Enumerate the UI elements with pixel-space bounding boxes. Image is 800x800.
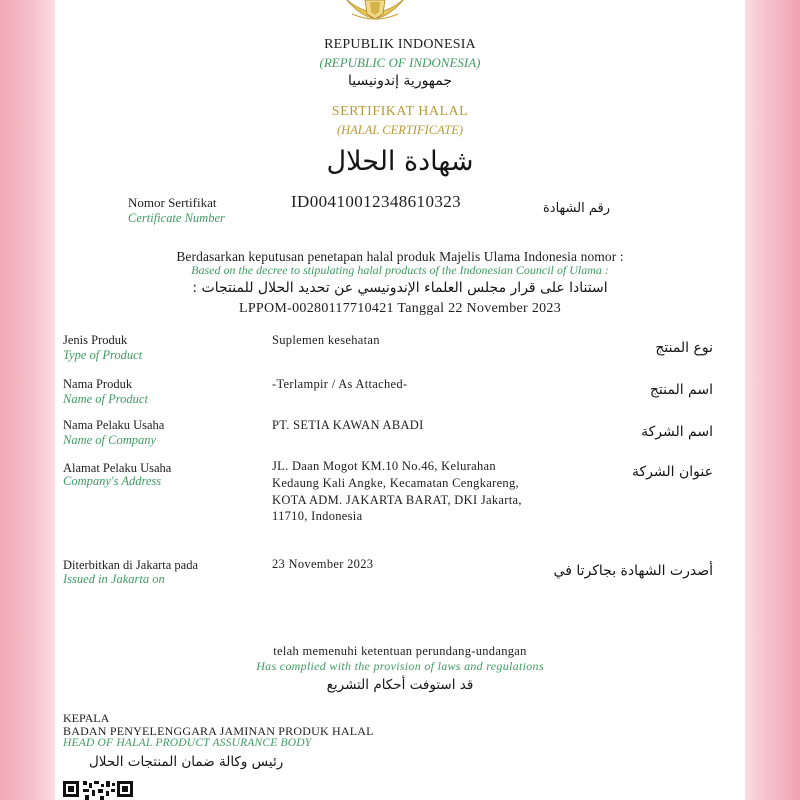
compliance-text: telah memenuhi ketentuan perundang-undangan (273, 644, 527, 658)
issued-date-label-en: Issued in Jakarta on (63, 572, 165, 586)
company-address-line-2: Kedaung Kali Angke, Kecamatan Cengkareng, (272, 476, 519, 490)
certificate-number-label-ar: رقم الشهادة (543, 201, 610, 216)
issued-date-label: Diterbitkan di Jakarta pada (63, 558, 199, 572)
decree-text: Berdasarkan keputusan penetapan halal produk Majelis Ulama Indonesia nomor : (176, 249, 624, 264)
certificate-number-value: ID00410012348610323 (291, 192, 462, 211)
company-name-value: PT. SETIA KAWAN ABADI (272, 418, 424, 432)
compliance-text-en: Has complied with the provision of laws and regulations (256, 659, 544, 673)
certificate-sheet (55, 0, 745, 800)
signatory-body: BADAN PENYELENGGARA JAMINAN PRODUK HALAL (63, 724, 374, 738)
decree-text-en: Based on the decree to stipulating halal products of the Indonesian Council of Ulama : (191, 263, 609, 277)
name-of-product-label-en: Name of Product (63, 392, 148, 406)
company-address-label-en: Company's Address (63, 474, 162, 488)
issued-date-value: 23 November 2023 (272, 557, 374, 571)
name-of-product-label-ar: اسم المنتج (649, 382, 713, 398)
garuda-emblem-icon (340, 0, 410, 22)
certificate-title-ar: شهادة الحلال (326, 146, 474, 177)
company-address-label: Alamat Pelaku Usaha (63, 461, 172, 475)
decree-text-ar: استنادا على قرار مجلس العلماء الإندونيسي عن تحديد الحلال للمنتجات : (192, 280, 608, 296)
country-name-en: (REPUBLIC OF INDONESIA) (319, 55, 481, 70)
company-address-label-ar: عنوان الشركة (632, 464, 713, 480)
type-of-product-label-en: Type of Product (63, 348, 143, 362)
type-of-product-label: Jenis Produk (63, 333, 128, 347)
signatory-body-en: HEAD OF HALAL PRODUCT ASSURANCE BODY (63, 737, 312, 749)
signatory-body-ar: رئيس وكالة ضمان المنتجات الحلال (89, 754, 284, 770)
certificate-number-label-en: Certificate Number (128, 211, 225, 225)
company-address-line-3: KOTA ADM. JAKARTA BARAT, DKI Jakarta, (272, 493, 522, 507)
certificate-title: SERTIFIKAT HALAL (331, 104, 469, 119)
company-name-label-en: Name of Company (63, 433, 157, 447)
decree-reference: LPPOM-00280117710421 Tanggal 22 November 2023 (238, 301, 562, 316)
name-of-product-label: Nama Produk (63, 377, 133, 391)
issued-date-label-ar: أصدرت الشهادة بجاكرتا في (553, 563, 713, 579)
company-name-label-ar: اسم الشركة (641, 424, 713, 440)
certificate-title-en: (HALAL CERTIFICATE) (336, 123, 464, 137)
country-name: REPUBLIK INDONESIA (324, 37, 476, 52)
company-name-label: Nama Pelaku Usaha (63, 418, 165, 432)
signatory-title: KEPALA (63, 711, 110, 725)
country-name-ar: جمهورية إندونيسيا (347, 73, 453, 89)
company-address-line-4: 11710, Indonesia (272, 509, 363, 523)
certificate-number-label: Nomor Sertifikat (128, 195, 217, 210)
type-of-product-value: Suplemen kesehatan (272, 333, 380, 347)
type-of-product-label-ar: نوع المنتج (655, 340, 713, 356)
name-of-product-value: -Terlampir / As Attached- (272, 377, 408, 391)
company-address-line-1: JL. Daan Mogot KM.10 No.46, Kelurahan (272, 459, 496, 473)
qr-code-icon (63, 781, 133, 800)
compliance-text-ar: قد استوفت أحكام التشريع (326, 677, 474, 693)
